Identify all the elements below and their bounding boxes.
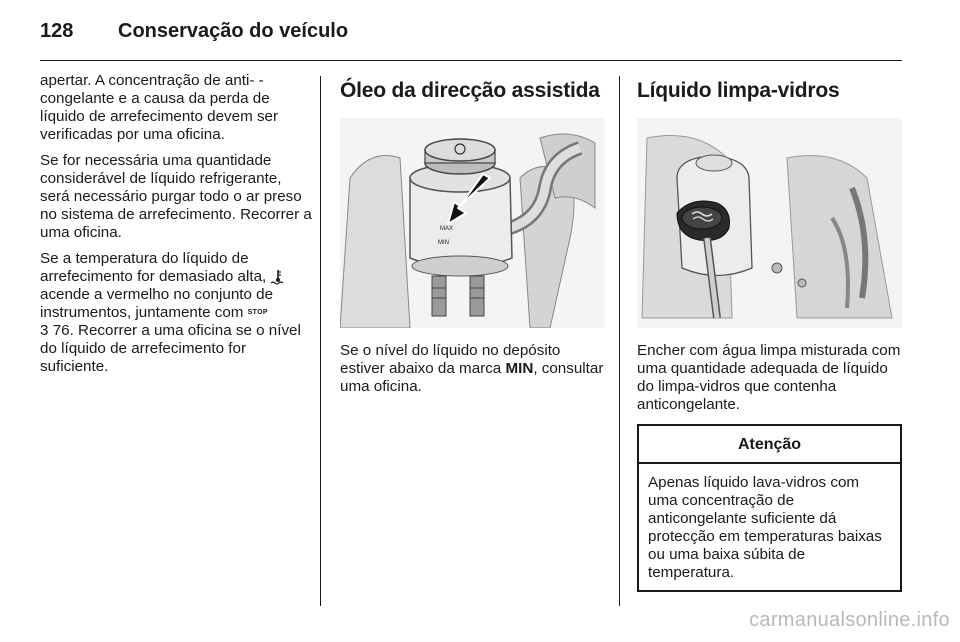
reservoir-max-label: MAX: [440, 226, 454, 232]
page-reference-icon: 3: [40, 322, 49, 340]
warning-title: Atenção: [639, 426, 900, 464]
section-title-power-steering: Óleo da direcção assistida: [340, 79, 600, 102]
washer-fluid-reservoir-illustration: [637, 118, 902, 328]
column-coolant: [40, 72, 312, 384]
paragraph-antifreeze: apertar. A concentração de anti- -congelante e a causa da perda de líquido de arrefecimento devem ser verificadas por uma oficina.: [40, 72, 279, 143]
coolant-temperature-icon: [270, 269, 286, 285]
column-divider-2: [619, 76, 620, 606]
warning-box: [637, 424, 902, 592]
paragraph-washer-fill: Encher com água limpa misturada com uma quantidade adequada de líquido do limpa-vidros que contenha anticongelante.: [637, 342, 901, 413]
page-number: 128: [40, 20, 74, 42]
stop-warning-symbol: STOP: [247, 309, 268, 316]
header-rule: [40, 60, 902, 61]
paragraph-power-steering-level: Se o nível do líquido no depósito estiver abaixo da marca MIN, consultar uma oficina.: [340, 342, 604, 395]
warning-text: Apenas líquido lava-vidros com uma concentração de anticongelante suficiente dá protecção em temperaturas baixas ou uma baixa súbita de temperatura.: [648, 474, 882, 581]
min-mark-label: MIN: [505, 360, 534, 377]
column-power-steering: [340, 72, 608, 404]
watermark: carmanualsonline.info: [749, 609, 950, 631]
paragraph-temperature-warning: Se a temperatura do líquido de arrefecimento for demasiado alta, acende a vermelho no conjunto de instrumentos, juntamente com STOP 3 76. Recorrer a uma oficina se o nível do líquido de arrefecimento for suficiente.: [40, 250, 301, 376]
column-washer-fluid: [637, 72, 902, 592]
paragraph-purge-air: Se for necessária uma quantidade considerável de líquido refrigerante, será necessário purgar todo o ar preso no sistema de arrefecimento. Recorrer a uma oficina.: [40, 152, 312, 241]
page-title: Conservação do veículo: [118, 20, 349, 42]
section-title-washer-fluid: Líquido limpa-vidros: [637, 79, 840, 102]
column-divider-1: [320, 76, 321, 606]
page-header: [40, 16, 902, 60]
power-steering-reservoir-illustration: [340, 118, 605, 328]
reservoir-min-label: MIN: [438, 240, 449, 246]
